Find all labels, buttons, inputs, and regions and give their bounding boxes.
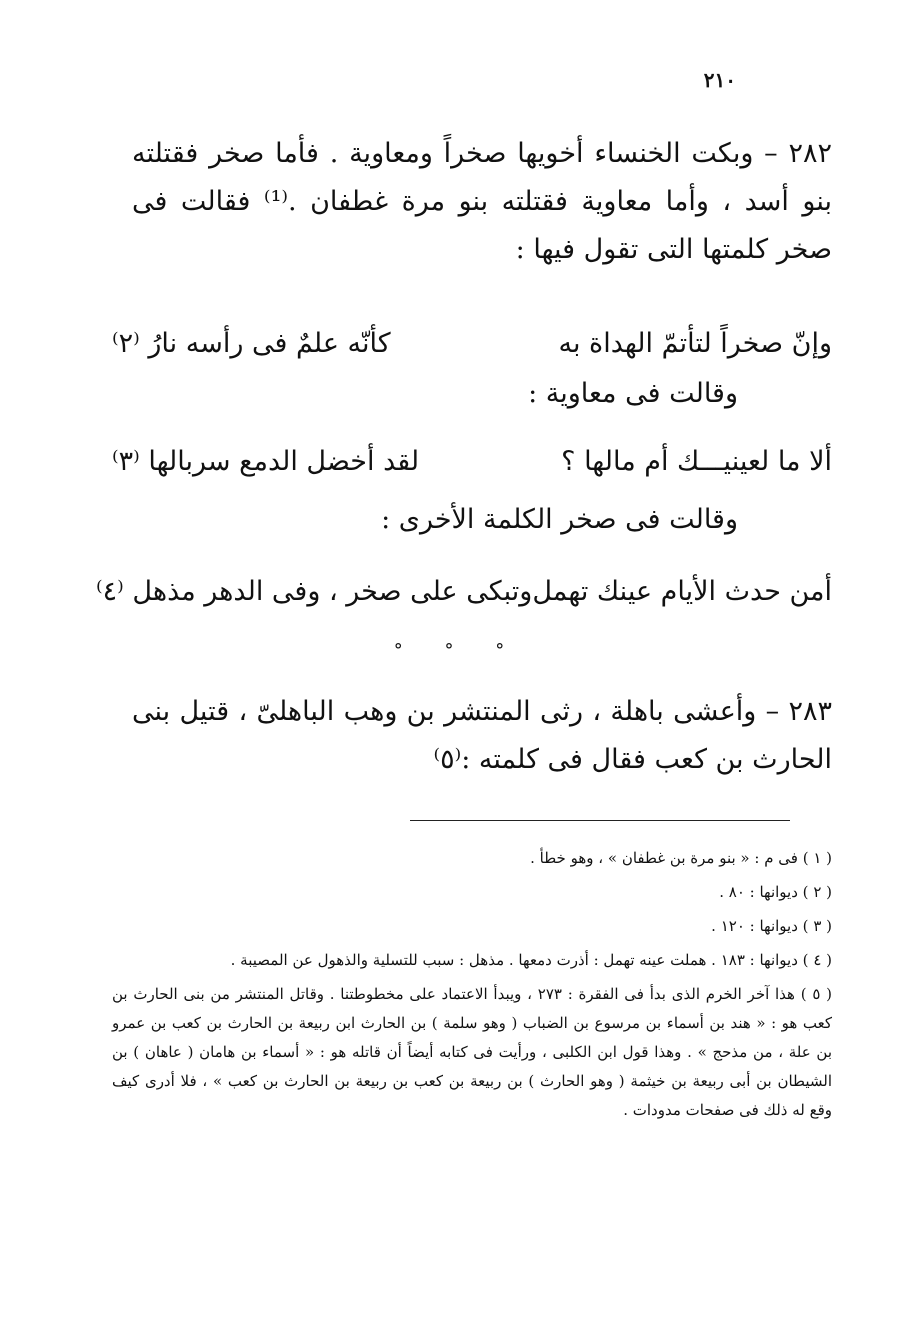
verse-sakhr xyxy=(112,318,832,368)
verse-second-hemistich: وتبكى على صخر ، وفى الدهر مذهل ⁽٤⁾ xyxy=(96,575,533,607)
section-separator: ° ° ° xyxy=(393,640,523,661)
verse-muawiya xyxy=(112,436,832,486)
paragraph-282: ٢٨٢ – وبكت الخنساء أخويها صخراً ومعاوية . فأما صخر فقتلته بنو أسد ، وأما معاوية فقتلته بنو مرة غطفان .⁽¹⁾ فقالت فى صخر كلمتها التى تقول فيها : xyxy=(132,138,832,265)
verse-first-hemistich: ألا ما لعينيـــك أم مالها ؟ xyxy=(561,445,832,477)
verse-second-hemistich: كأنّه علمٌ فى رأسه نارُ ⁽٢⁾ xyxy=(112,327,391,359)
intro-sakhr-other: وقالت فى صخر الكلمة الأخرى : xyxy=(381,504,738,535)
verse-second-hemistich: لقد أخضل الدمع سربالها ⁽٣⁾ xyxy=(112,445,420,477)
intro-muawiya: وقالت فى معاوية : xyxy=(528,378,738,409)
footnote-2: ( ٢ ) ديوانها : ٨٠ . xyxy=(719,883,832,901)
footnote-1: ( ١ ) فى م : « بنو مرة بن غطفان » ، وهو خطأ . xyxy=(530,849,832,867)
verse-first-hemistich: أمن حدث الأيام عينك تهمل xyxy=(532,575,832,607)
verse-sakhr-other xyxy=(96,566,832,616)
verse-first-hemistich: وإنّ صخراً لتأتمّ الهداة به xyxy=(558,327,832,359)
footnote-divider xyxy=(410,820,790,821)
footnote-3: ( ٣ ) ديوانها : ١٢٠ . xyxy=(711,917,832,935)
footnotes xyxy=(112,844,832,1130)
paragraph-283: ٢٨٣ – وأعشى باهلة ، رثى المنتشر بن وهب الباهلىّ ، قتيل بنى الحارث بن كعب فقال فى كلمته :⁽٥⁾ xyxy=(132,696,832,775)
footnote-5: ( ٥ ) هذا آخر الخرم الذى بدأ فى الفقرة : ٢٧٣ ، ويبدأ الاعتماد على مخطوطتنا . وقاتل المنتشر من بنى الحارث بن كعب هو : « هند بن أسماء بن مرسوع بن الضباب ( وهو سلمة ) بن الحارث ابن ربيعة بن الحارث بن كعب بن عمرو بن علة ، من مذحج » . وهذا قول ابن الكلبى ، ورأيت فى كتابه أيضاً أن قاتله هو : « أسماء بن هامان ( عاهان ) بن الشيطان بن أبى ربيعة بن خيثمة ( وهو الحارث ) بن ربيعة بن كعب بن ربيعة بن الحارث بن كعب » ، فلا أدرى كيف وقع له ذلك فى صفحات مدودات . xyxy=(112,985,832,1119)
footnote-4: ( ٤ ) ديوانها : ١٨٣ . هملت عينه تهمل : أذرت دمعها . مذهل : سبب للتسلية والذهول عن المصيبة . xyxy=(230,951,832,969)
page-number: ٢١٠ xyxy=(703,68,736,92)
